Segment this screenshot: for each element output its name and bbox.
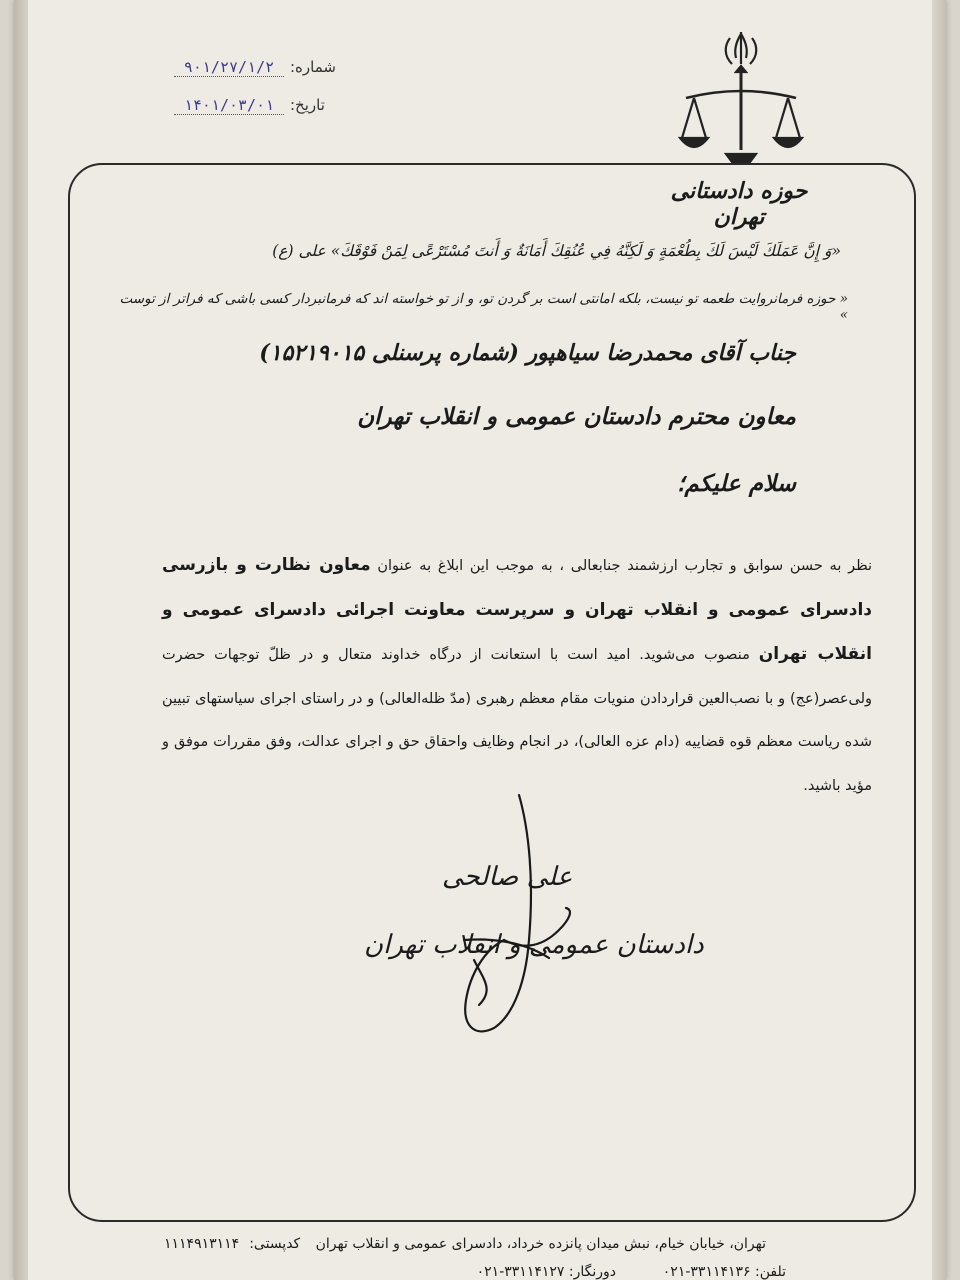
page-left-edge xyxy=(14,0,28,1280)
recipient-name: جناب آقای محمدرضا سیاهپور (شماره پرسنلی ۱۵۲۱۹۰۱۵) xyxy=(259,340,796,366)
quote-arabic: «وَ إِنَّ عَمَلَكَ لَيْسَ لَكَ بِطُعْمَةٍ وَ لَكِنَّهُ فِي عُنُقِكَ أَمَانَةٌ وَ أَنتَ مُسْتَرْعًى لِمَنْ فَوْقَكَ» علی (ع) xyxy=(272,242,841,260)
letter-date-value: ۱۴۰۱/۰۳/۰۱ xyxy=(174,96,284,115)
greeting: سلام علیکم؛ xyxy=(677,470,796,497)
judiciary-emblem-icon xyxy=(676,28,806,178)
recipient-position: معاون محترم دادستان عمومی و انقلاب تهران xyxy=(357,403,796,430)
footer-postal xyxy=(164,1236,300,1252)
letter-number-field xyxy=(174,58,336,77)
letter-body xyxy=(162,544,872,808)
signer-name: علی صالحی xyxy=(442,862,573,892)
body-text-part1: نظر به حسن سوابق و تجارب ارزشمند جنابعالی ، به موجب این ابلاغ به عنوان xyxy=(370,558,872,574)
signer-title: دادستان عمومی و انقلاب تهران xyxy=(364,930,704,960)
handwritten-signature xyxy=(344,790,644,1050)
footer-phone: تلفن: ۳۳۱۱۴۱۳۶-۰۲۱ xyxy=(662,1264,786,1280)
footer-postal-label: کدپستی: xyxy=(249,1236,301,1252)
letter-number-value: ۹۰۱/۲۷/۱/۲ xyxy=(174,58,284,77)
footer-postal-code: ۱۱۱۴۹۱۳۱۱۴ xyxy=(164,1236,240,1252)
organization-name: حوزه دادستانی تهران xyxy=(670,178,808,230)
letter-number-label: شماره: xyxy=(290,58,336,76)
footer-address: تهران، خیابان خیام، نبش میدان پانزده خرداد، دادسرای عمومی و انقلاب تهران xyxy=(315,1236,766,1252)
footer-fax: دورنگار: ۳۳۱۱۴۱۲۷-۰۲۱ xyxy=(476,1264,616,1280)
quote-translation: « حوزه فرمانروایت طعمه تو نیست، بلکه امانتی است بر گردن تو، و از تو خواسته اند که فرمانبردار کسی باشی که فراتر از توست » xyxy=(119,291,848,323)
body-text-part2: منصوب می‌شوید. امید است با استعانت از درگاه خداوند متعال و در ظلّ توجهات حضرت ولی‌عصر(عج) و با نصب‌العین قراردادن منویات مقام معظم رهبری (مدّ ظله‌العالی) و در راستای اجرای سیاستهای تبیین شده ریاست معظم قوه قضاییه (دام عزه العالی)، در انجام وظایف واحقاق حق و اجرای عدالت، وفق مقررات موفق و مؤید باشید. xyxy=(162,647,872,794)
body-appointment-title: معاون نظارت و بازرسی دادسرای عمومی و انقلاب تهران و سرپرست معاونت اجرائی دادسرای عمومی و انقلاب تهران xyxy=(162,555,872,664)
letter-date-field xyxy=(174,96,325,115)
page-right-edge xyxy=(932,0,946,1280)
letter-date-label: تاریخ: xyxy=(290,96,325,114)
letter-page xyxy=(14,0,946,1280)
